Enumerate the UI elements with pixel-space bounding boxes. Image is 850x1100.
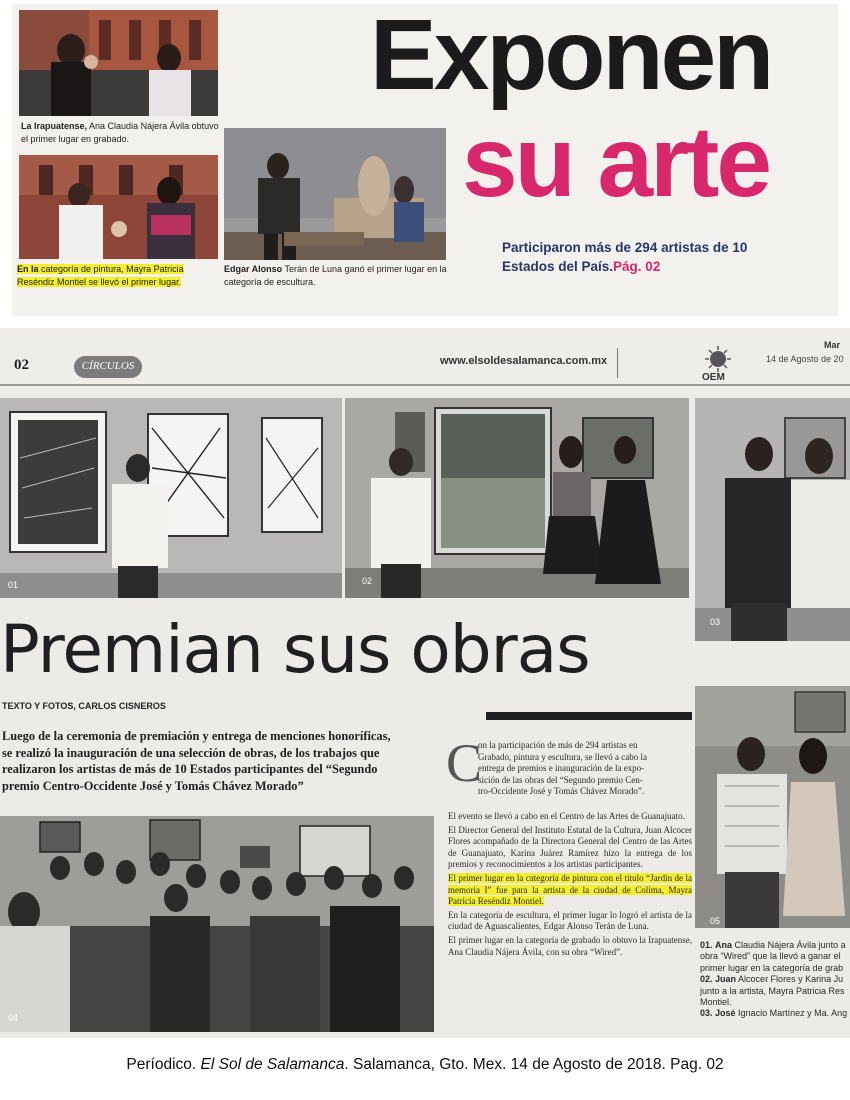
photo-grabado-winner xyxy=(19,10,218,116)
photo-number-04: 04 xyxy=(8,1013,19,1023)
body-paragraph: El Director General del Instituto Estatal de la Cultura, Juan Alcocer Flores acompañado de la Directora General del Centro de las Artes de Guanajuato, Karina Juárez Ramírez hizo la entrega de los premios y reconocimientos a los artistas participantes. xyxy=(448,824,692,870)
side-caption-line: primer lugar en la categoría de grab xyxy=(700,962,844,973)
byline-rule xyxy=(486,712,692,720)
caption-escultura: Edgar Alonso Terán de Luna ganó el primer lugar en la categoría de escultura. xyxy=(224,264,447,287)
body-line: sición de las obras del “Segundo premio Cen- xyxy=(478,774,643,785)
deck-line: realizaron los artistas de más de 10 Estados participantes del “Segundo xyxy=(2,762,378,777)
article-body xyxy=(448,811,692,960)
body-paragraph: El evento se llevó a cabo en el Centro de las Artes de Guanajuato. xyxy=(448,811,685,821)
side-caption-line: Montiel. xyxy=(700,997,732,1008)
website-url: www.elsoldesalamanca.com.mx xyxy=(440,355,608,367)
side-caption-01: 01. Ana Claudia Nájera Ávila junto a xyxy=(700,940,846,950)
top-headline-line2: su arte xyxy=(462,112,769,216)
photo-number-05: 05 xyxy=(710,916,721,926)
page-number: 02 xyxy=(14,357,29,373)
side-caption-03: 03. José Ignacio Martínez y Ma. Ang xyxy=(700,1008,848,1019)
deck-line: se realizó la inauguración de una selección de obras, de los trabajos que xyxy=(2,745,380,760)
section-badge xyxy=(74,356,142,378)
drop-cap: C xyxy=(446,733,483,793)
side-captions xyxy=(700,940,850,1020)
photo-02 xyxy=(345,398,689,598)
top-headline-line1: Exponen xyxy=(370,0,772,111)
photo-number-01: 01 xyxy=(8,580,19,590)
top-subhead: Participaron más de 294 artistas de 10 Estados del País.Pág. 02 xyxy=(502,240,748,274)
article-body-intro xyxy=(478,740,692,798)
body-paragraph: En la categoría de escultura, el primer lugar lo logró el artista de la ciudad de Aguascalientes, Edgar Alonso Terán de Luna. xyxy=(448,909,692,932)
deck-line: Luego de la ceremonia de premiación y entrega de menciones honoríficas, xyxy=(2,729,391,743)
photo-escultura-winner xyxy=(224,128,446,260)
body-line: Grabado, pintura y escultura, se llevó a cabo la xyxy=(478,751,647,762)
top-subhead-page-ref: Pág. 02 xyxy=(613,259,661,274)
issue-date: 14 de Agosto de 20 xyxy=(766,354,844,364)
oem-logo xyxy=(698,345,738,385)
masthead-divider xyxy=(617,348,618,378)
deck xyxy=(2,728,442,794)
caption-grabado: La Irapuatense, Ana Claudia Nájera Ávila obtuvo el primer lugar en grabado. xyxy=(21,121,219,144)
body-paragraph: El primer lugar en la categoría de grabado lo obtuvo la Irapuatense, Ana Claudia Nájera Ávila, con su obra “Wired”. xyxy=(448,934,692,957)
org-logo-text: OEM xyxy=(702,372,725,383)
photo-03 xyxy=(695,398,850,641)
photo-05 xyxy=(695,686,850,928)
byline: TEXTO Y FOTOS, CARLOS CISNEROS xyxy=(2,701,166,711)
caption-pintura: En la categoría de pintura, Mayra Patricia Reséndiz Montiel se llevó el primer lugar. xyxy=(17,264,184,287)
photo-number-02: 02 xyxy=(362,576,373,586)
body-paragraph-highlight: El primer lugar en la categoría de pintura con el título “Jardín de la memoria I” fue para la artista de la ciudad de Colima, Mayra Patricia Reséndiz Montiel. xyxy=(448,872,692,907)
side-caption-line: obra “Wired” que la llevó a ganar el xyxy=(700,951,841,962)
newspaper-name: El Sol de Salamanca xyxy=(200,1056,345,1073)
main-headline: Premian sus obras xyxy=(0,611,590,688)
photo-04 xyxy=(0,816,434,1032)
photo-01 xyxy=(0,398,342,598)
section-name: CÍRCULOS xyxy=(81,360,135,372)
date-fragment-top: Mar xyxy=(824,340,841,350)
footer-citation: Períodico. El Sol de Salamanca. Salamanca, Gto. Mex. 14 de Agosto de 2018. Pag. 02 xyxy=(126,1056,724,1073)
side-caption-line: junto a la artista, Mayra Patricia Res xyxy=(700,985,845,996)
side-caption-02: 02. Juan Alcocer Flores y Karina Ju xyxy=(700,974,844,985)
body-line: entrega de premios e inauguración de la expo- xyxy=(478,763,645,774)
body-line: tro-Occidente José y Tomás Chávez Morado”. xyxy=(478,786,645,797)
photo-pintura-winner xyxy=(19,155,218,259)
photo-number-03: 03 xyxy=(710,617,721,627)
body-line: on la participación de más de 294 artistas en xyxy=(478,740,638,750)
deck-line: premio Centro-Occidente José y Tomás Chávez Morado” xyxy=(2,778,304,793)
